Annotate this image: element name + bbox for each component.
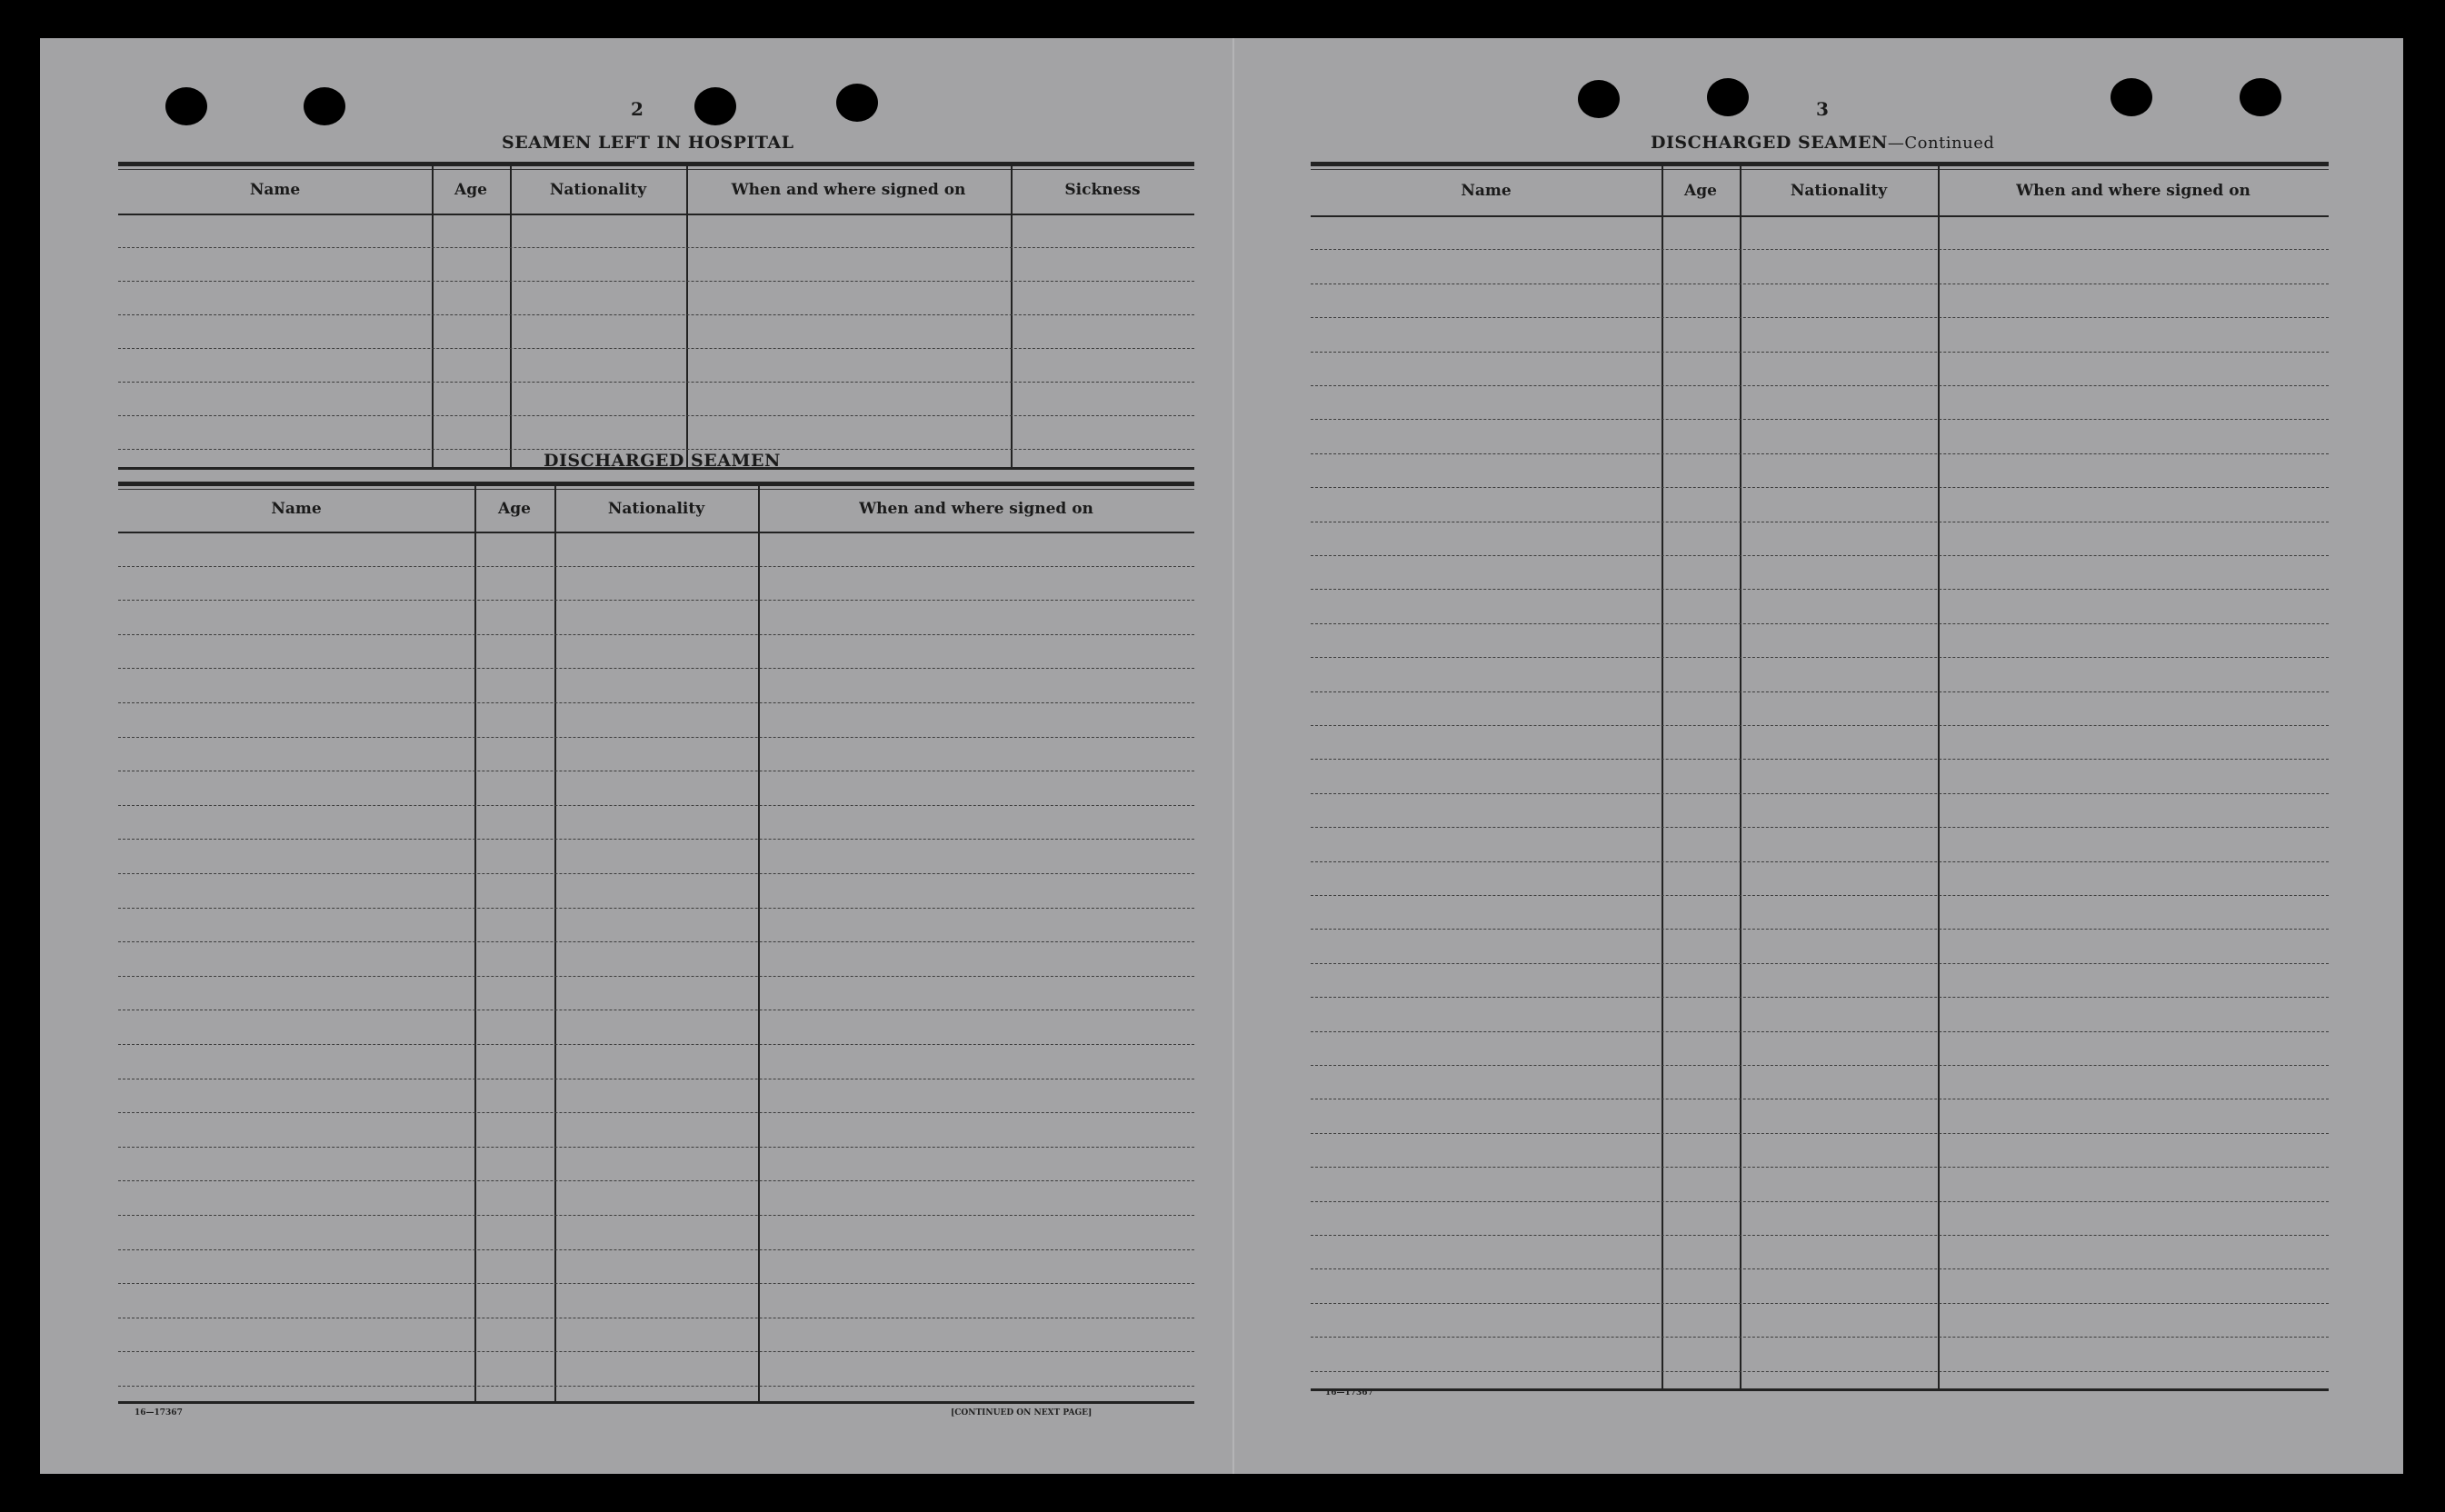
blank-entry-row [118, 247, 1194, 248]
blank-entry-row [118, 976, 1194, 977]
column-header-age: Age [498, 500, 531, 518]
blank-entry-row [1311, 861, 2329, 862]
blank-entry-row [1311, 657, 2329, 658]
discharged-table-header [118, 486, 1194, 533]
blank-entry-row [118, 634, 1194, 635]
blank-entry-row [118, 805, 1194, 806]
blank-entry-row [118, 668, 1194, 669]
blank-entry-row [1311, 759, 2329, 760]
page-number-right: 3 [1816, 98, 1829, 120]
blank-entry-row [118, 839, 1194, 840]
form-number-right: 16—17367 [1325, 1388, 1373, 1398]
blank-entry-row [118, 281, 1194, 282]
continued-note: [CONTINUED ON NEXT PAGE] [951, 1408, 1093, 1418]
blank-entry-row [118, 314, 1194, 315]
blank-entry-row [118, 1283, 1194, 1284]
discharged-continued-title-main: DISCHARGED SEAMEN [1651, 133, 1888, 153]
punch-hole [836, 84, 878, 122]
column-header-signed-on: When and where signed on [2016, 182, 2250, 200]
blank-entry-row [118, 1249, 1194, 1250]
column-header-nationality: Nationality [549, 181, 647, 199]
blank-entry-row [118, 566, 1194, 567]
discharged-continued-title [1651, 133, 1994, 153]
punch-hole [304, 87, 345, 125]
form-sheet [40, 38, 2403, 1474]
blank-entry-row [118, 600, 1194, 601]
blank-entry-row [1311, 725, 2329, 726]
blank-entry-row [118, 1112, 1194, 1113]
blank-entry-row [1311, 793, 2329, 794]
blank-entry-row [1311, 1031, 2329, 1032]
column-header-name: Name [271, 500, 322, 518]
discharged-continued-table-header [1311, 166, 2329, 217]
column-header-age: Age [454, 181, 487, 199]
blank-entry-row [1311, 589, 2329, 590]
blank-entry-row [118, 941, 1194, 942]
hospital-section-title: SEAMEN LEFT IN HOSPITAL [502, 133, 794, 153]
blank-entry-row [1311, 317, 2329, 318]
column-header-signed-on: When and where signed on [731, 181, 966, 199]
blank-entry-row [1311, 419, 2329, 420]
blank-entry-row [1311, 997, 2329, 998]
blank-entry-row [1311, 1235, 2329, 1236]
hospital-table [118, 162, 1194, 470]
column-header-sickness: Sickness [1064, 181, 1141, 199]
column-header-name: Name [249, 181, 301, 199]
blank-entry-row [118, 1180, 1194, 1181]
blank-entry-row [1311, 1167, 2329, 1168]
page-fold [1232, 38, 1234, 1474]
column-header-age: Age [1684, 182, 1717, 200]
blank-entry-row [1311, 555, 2329, 556]
column-header-signed-on: When and where signed on [859, 500, 1093, 518]
blank-entry-row [118, 737, 1194, 738]
blank-entry-row [118, 702, 1194, 703]
blank-entry-row [118, 415, 1194, 416]
blank-entry-row [1311, 453, 2329, 454]
blank-entry-row [118, 1386, 1194, 1387]
blank-entry-row [118, 348, 1194, 349]
discharged-continued-suffix: —Continued [1887, 134, 1995, 153]
hospital-table-header [118, 166, 1194, 215]
blank-entry-row [1311, 623, 2329, 624]
form-number-left: 16—17367 [135, 1408, 183, 1418]
blank-entry-row [1311, 691, 2329, 692]
punch-hole [1707, 78, 1749, 116]
column-header-nationality: Nationality [1790, 182, 1888, 200]
blank-entry-row [1311, 487, 2329, 488]
blank-entry-row [1311, 385, 2329, 386]
blank-entry-row [1311, 1065, 2329, 1066]
column-header-nationality: Nationality [607, 500, 705, 518]
discharged-table [118, 482, 1194, 1404]
punch-hole [165, 87, 207, 125]
blank-entry-row [1311, 1303, 2329, 1304]
blank-entry-row [118, 1044, 1194, 1045]
column-header-name: Name [1461, 182, 1512, 200]
punch-hole [2240, 78, 2281, 116]
blank-entry-row [118, 1147, 1194, 1148]
blank-entry-row [1311, 929, 2329, 930]
punch-hole [2111, 78, 2152, 116]
page-number-left: 2 [631, 98, 644, 120]
blank-entry-row [1311, 895, 2329, 896]
blank-entry-row [118, 1351, 1194, 1352]
blank-entry-row [1311, 963, 2329, 964]
discharged-section-title: DISCHARGED SEAMEN [544, 451, 781, 471]
blank-entry-row [1311, 1337, 2329, 1338]
blank-entry-row [118, 1215, 1194, 1216]
blank-entry-row [118, 873, 1194, 874]
blank-entry-row [1311, 249, 2329, 250]
blank-entry-row [1311, 827, 2329, 828]
blank-entry-row [1311, 1371, 2329, 1372]
discharged-continued-table [1311, 162, 2329, 1391]
blank-entry-row [1311, 352, 2329, 353]
blank-entry-row [118, 382, 1194, 383]
punch-hole [694, 87, 736, 125]
punch-hole [1578, 80, 1620, 118]
blank-entry-row [118, 908, 1194, 909]
blank-entry-row [1311, 1133, 2329, 1134]
blank-entry-row [1311, 1268, 2329, 1269]
blank-entry-row [1311, 1201, 2329, 1202]
blank-entry-row [118, 449, 1194, 450]
